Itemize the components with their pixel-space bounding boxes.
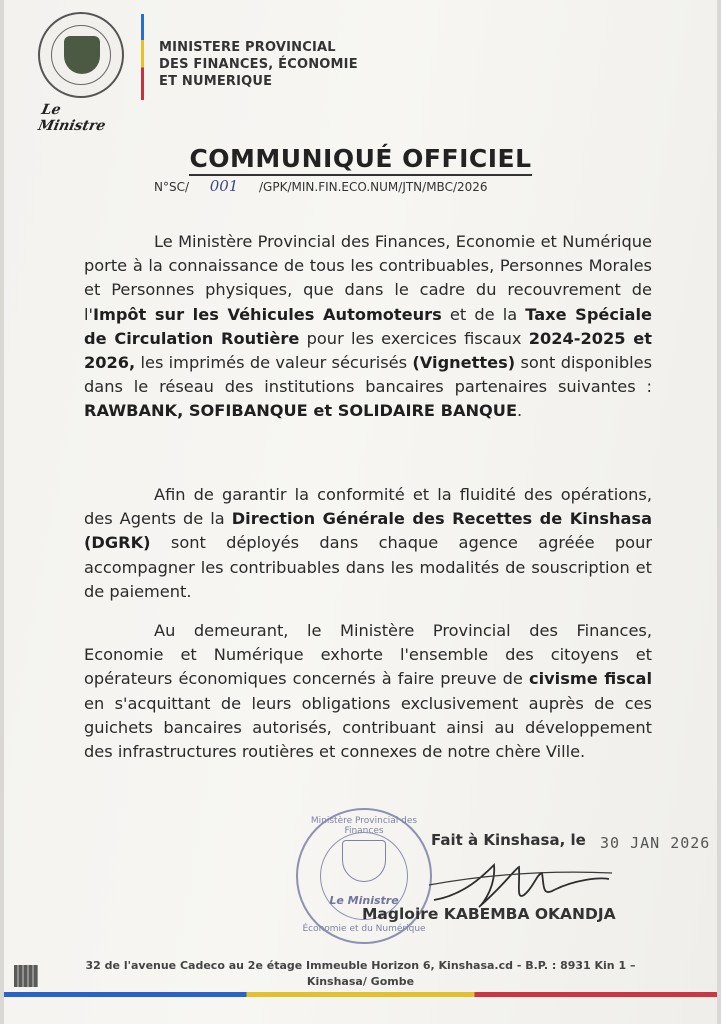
stamp-shield-icon <box>342 840 386 882</box>
p1-text-4: les imprimés de valeur sécurisés <box>135 353 413 373</box>
signer-name: Magloire KABEMBA OKANDJA <box>362 905 616 923</box>
ministry-line-2: DES FINANCES, ÉCONOMIE <box>159 57 358 72</box>
p1-text-5: sont disponibles dans le réseau des institutions bancaires partenaires suivantes : <box>84 353 652 397</box>
p1-text-1: Le Ministère Provincial des Finances, Economie et Numérique porte à la connaissance de tous les contribuables, Personnes Morales et Personnes physiques, que dans le cadre du recouvrement de l' <box>84 232 652 324</box>
reference-suffix: /GPK/MIN.FIN.ECO.NUM/JTN/MBC/2026 <box>259 180 488 194</box>
ministry-line-3: ET NUMERIQUE <box>159 74 273 89</box>
p1-bold-taxe: Taxe Spéciale de Circulation Routière <box>84 304 652 348</box>
reference-handwritten-number: 001 <box>209 177 239 195</box>
footer-line-2: Kinshasa/ Gombe <box>306 975 415 988</box>
paragraph-2 <box>84 483 652 604</box>
p1-bold-banks: RAWBANK, SOFIBANQUE et SOLIDAIRE BANQUE <box>84 401 518 421</box>
footer-line-1: 32 de l'avenue Cadeco au 2e étage Immeuble Horizon 6, Kinshasa.cd - B.P. : 8931 Kin 1 – <box>85 959 636 972</box>
p2-bold-dgrk: Direction Générale des Recettes de Kinshasa (DGRK) <box>84 509 652 553</box>
place-text: Fait à Kinshasa, le <box>431 831 586 849</box>
seal-caption: Le Ministre <box>36 102 107 134</box>
p2-text-2: sont déployés dans chaque agence agréée pour accompagner les contribuables dans les modalités de souscription et de paiement. <box>84 533 652 601</box>
document-page <box>4 0 717 1024</box>
reference-number <box>154 177 488 195</box>
flag-color-bar <box>4 992 717 997</box>
title-text: COMMUNIQUÉ OFFICIEL <box>189 144 531 176</box>
p3-text-2: en s'acquittant de leurs obligations exclusivement auprès de ces guichets bancaires autorisés, contribuant ainsi au développement des infrastructures routières et connexes de notre chère Ville. <box>84 693 652 762</box>
seal-shield-icon <box>64 36 100 74</box>
ministry-line-1: MINISTERE PROVINCIAL <box>159 40 336 55</box>
ministry-name <box>159 39 358 90</box>
p1-text-2: et de la <box>441 304 526 324</box>
paragraph-3 <box>84 619 652 764</box>
stamp-label: Le Ministre <box>329 894 399 907</box>
stamp-ring-top: Ministère Provincial des Finances <box>310 816 418 836</box>
official-stamp <box>296 808 432 944</box>
date-stamp: 30 JAN 2026 <box>600 834 711 852</box>
document-title <box>4 144 717 173</box>
flag-color-divider <box>141 14 144 100</box>
p3-text-1: Au demeurant, le Ministère Provincial des Finances, Economie et Numérique exhorte l'ensemble des citoyens et opérateurs économiques concernés à faire preuve de <box>84 621 652 689</box>
p1-bold-impot: Impôt sur les Véhicules Automoteurs <box>92 304 442 324</box>
p1-text-3: pour les exercices fiscaux <box>299 328 529 348</box>
p1-text-6: . <box>517 401 523 421</box>
ministry-seal <box>38 12 124 98</box>
paragraph-1 <box>84 230 652 424</box>
footer-address <box>4 958 717 990</box>
reference-prefix: N°SC/ <box>154 180 190 194</box>
stamp-ring-bottom: Économie et du Numérique <box>302 924 426 934</box>
p1-bold-years: 2024-2025 et 2026, <box>84 328 652 373</box>
p3-bold-civisme: civisme fiscal <box>528 669 652 689</box>
p1-bold-vignettes: (Vignettes) <box>412 353 516 373</box>
p2-text-1: Afin de garantir la conformité et la fluidité des opérations, des Agents de la <box>84 485 652 529</box>
